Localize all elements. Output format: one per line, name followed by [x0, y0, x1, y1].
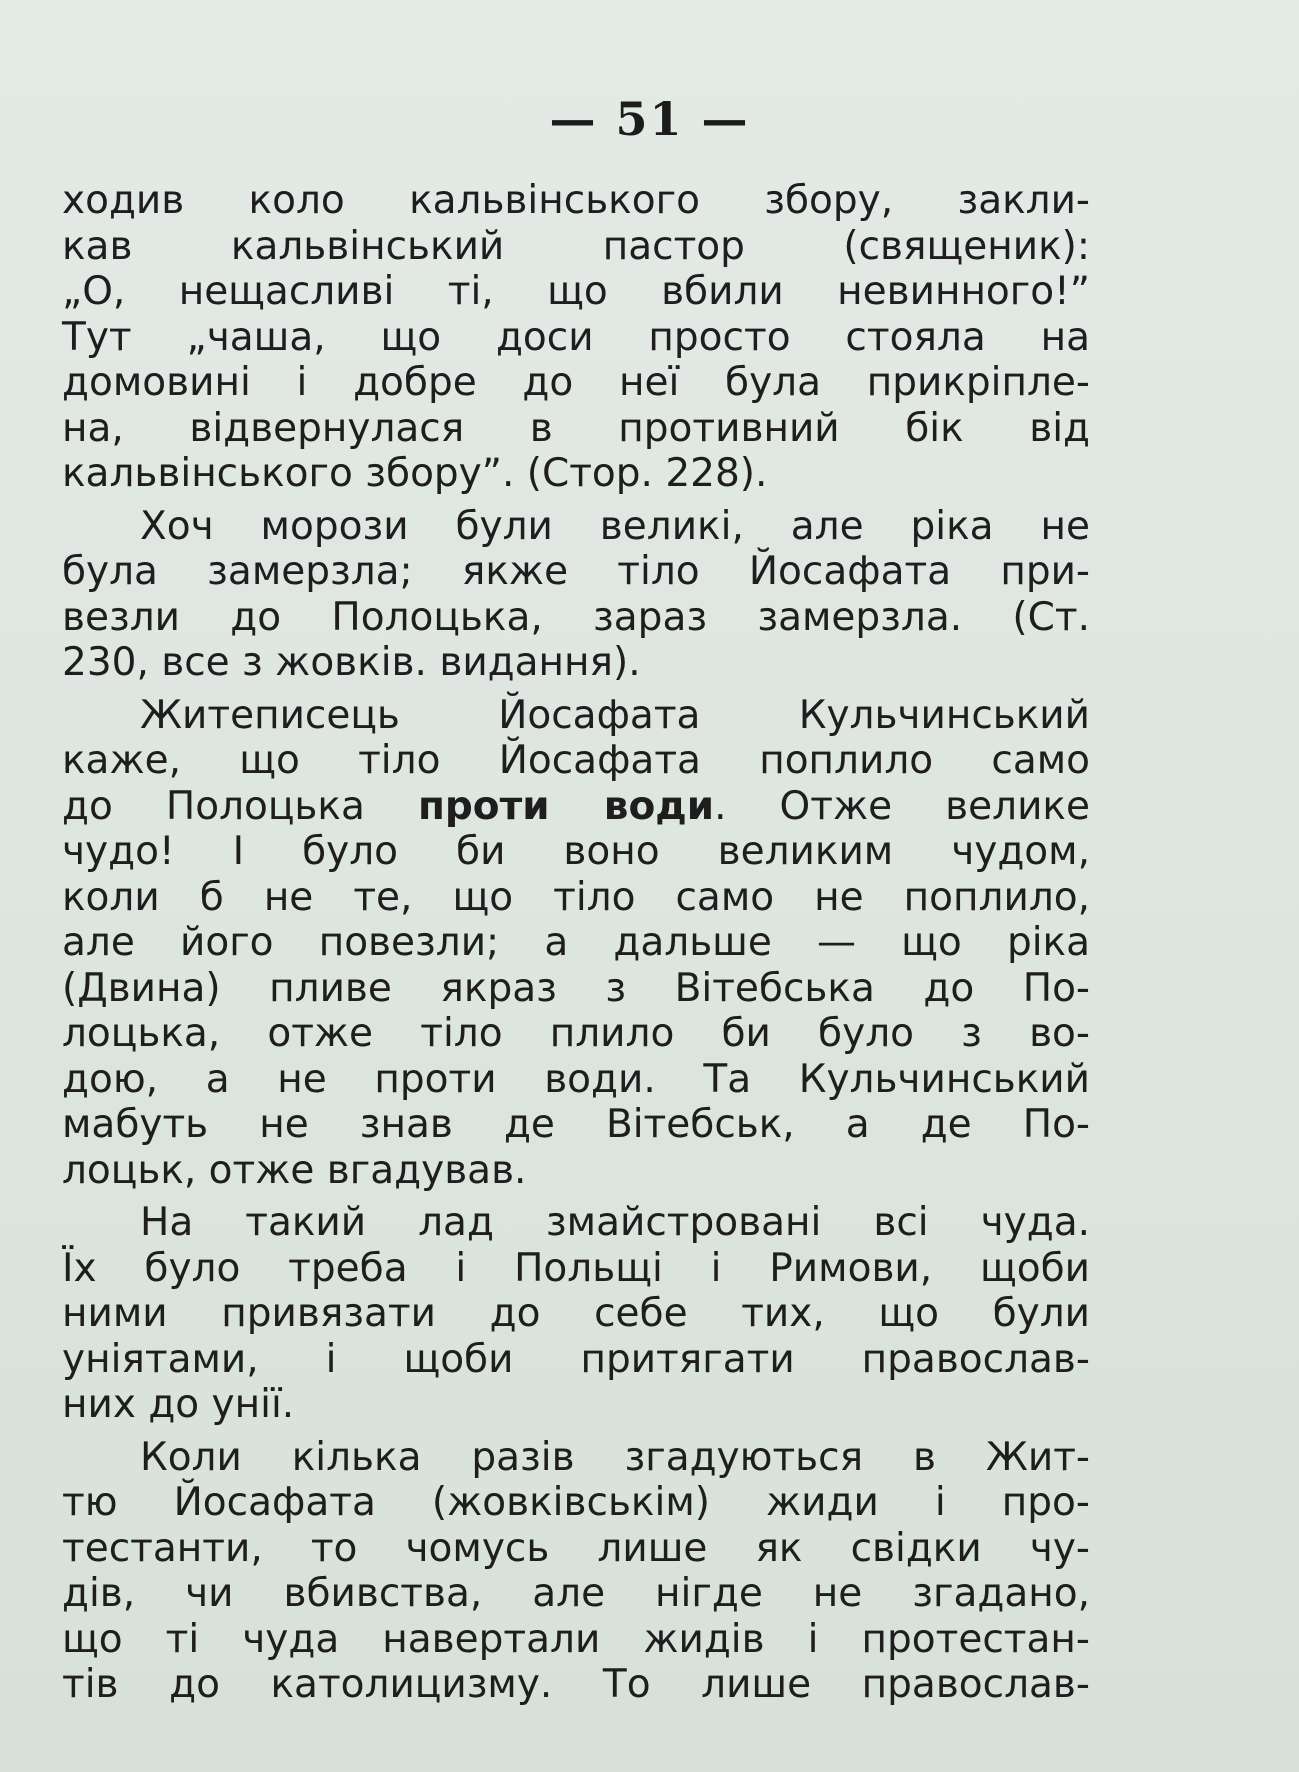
text-line: дів, чи вбивства, але нігде не згадано, [62, 1571, 1090, 1616]
text-line: Їх було треба і Польщі і Римови, щоби [62, 1245, 1090, 1291]
text-line: була замерзла; якже тіло Йосафата при- [62, 549, 1090, 594]
text-line: „О, нещасливі ті, що вбили невинного!” [62, 269, 1090, 314]
paragraph [62, 693, 1090, 1194]
paragraph [62, 1435, 1090, 1708]
paragraph [62, 1200, 1090, 1428]
text-line: мабуть не знав де Вітебськ, а де По- [62, 1102, 1090, 1147]
text-line: Житеписець Йосафата Кульчинський [140, 692, 1090, 738]
text-line: домовині і добре до неї була прикріпле- [62, 360, 1090, 405]
paragraph [62, 178, 1090, 497]
text-line: дою, а не проти води. Та Кульчинський [62, 1056, 1090, 1102]
text-line: тю Йосафата (жовківськім) жиди і про- [62, 1480, 1090, 1525]
text-line: На такий лад змайстровані всі чуда. [140, 1200, 1090, 1245]
text-line: лоцька, отже тіло плило би було з во- [62, 1011, 1090, 1056]
text-line: тестанти, то чомусь лише як свідки чу- [62, 1525, 1090, 1571]
text-line: ними привязати до себе тих, що були [62, 1291, 1090, 1336]
text-line: до Полоцька проти води. Отже велике [62, 783, 1090, 829]
text-line: ходив коло кальвінського збору, закли- [62, 178, 1090, 223]
text-line: них до унії. [62, 1382, 295, 1427]
text-line: уніятами, і щоби притягати православ- [62, 1336, 1090, 1382]
text-line: Коли кілька разів згадуються в Жит- [140, 1434, 1090, 1480]
text-line: тів до католицизму. То лише православ- [62, 1662, 1090, 1707]
paragraph [62, 504, 1090, 686]
text-line: 230, все з жовків. видання). [62, 640, 641, 685]
text-line: везли до Полоцька, зараз замерзла. (Ст. [62, 594, 1090, 640]
text-line: але його повезли; а дальше — що ріка [62, 920, 1090, 965]
text-line: (Двина) пливе якраз з Вітебська до По- [62, 965, 1090, 1011]
text-line: лоцьк, отже вгадував. [62, 1147, 527, 1193]
body-text [62, 178, 1090, 1715]
page-number: — 51 — [549, 92, 750, 146]
text-line: на, відвернулася в противний бік від [62, 405, 1090, 451]
text-line: кальвінського збору”. (Стор. 228). [62, 451, 768, 496]
text-line: каже, що тіло Йосафата поплило само [62, 738, 1090, 783]
text-line: чудо! І було би воно великим чудом, [62, 829, 1090, 874]
text-line: кав кальвінський пастор (священик): [62, 223, 1090, 269]
emphasized-phrase: проти води [417, 783, 715, 829]
text-line: що ті чуда навертали жидів і протестан- [62, 1616, 1090, 1662]
text-line: коли б не те, що тіло само не поплило, [62, 874, 1090, 920]
text-line: Тут „чаша, що доси просто стояла на [62, 314, 1090, 360]
text-line: Хоч морози були великі, але ріка не [140, 503, 1090, 549]
